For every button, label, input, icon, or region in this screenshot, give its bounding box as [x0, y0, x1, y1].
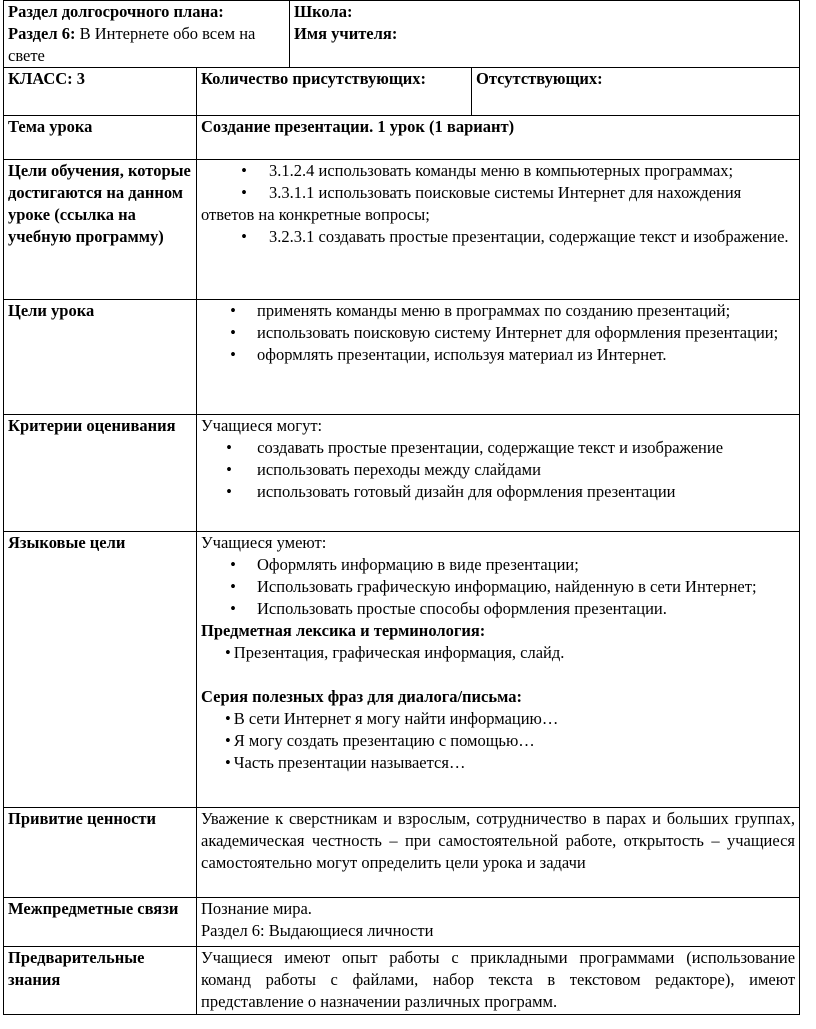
topic-label: Тема урока — [4, 116, 197, 160]
section-label: Раздел 6: — [8, 24, 76, 43]
absent-label: Отсутствующих: — [472, 68, 800, 116]
list-item: • использовать переходы между слайдами — [201, 459, 795, 481]
spacer — [201, 664, 795, 686]
objectives-label: Цели обучения, которые достигаются на данном уроке (ссылка на учебную программу) — [4, 160, 197, 300]
list-item: • Использовать простые способы оформления презентации. — [201, 598, 795, 620]
header-row — [4, 1, 800, 68]
phrases-title: Серия полезных фраз для диалога/письма: — [201, 687, 522, 706]
vocab-list — [201, 642, 795, 664]
bullet-icon — [219, 160, 269, 182]
objectives-list — [201, 160, 795, 248]
language-intro: Учащиеся умеют: — [201, 533, 327, 552]
plan-section-label: Раздел долгосрочного плана: — [8, 2, 224, 21]
list-item: •3.2.3.1 создавать простые презентации, содержащие текст и изображение. — [201, 226, 795, 248]
list-item: • Оформлять информацию в виде презентации; — [201, 554, 795, 576]
list-item: • использовать поисковую систему Интернет для оформления презентации; — [201, 322, 795, 344]
section-name: В Интернете обо всем на свете — [8, 24, 256, 65]
cross-line-2: Раздел 6: Выдающиеся личности — [201, 921, 434, 940]
criteria-label: Критерии оценивания — [4, 415, 197, 532]
bullet-icon — [225, 709, 231, 728]
list-item: • Презентация, графическая информация, слайд. — [201, 642, 795, 664]
cross-cell — [197, 898, 800, 947]
lesson-plan-table — [3, 0, 800, 1015]
school-cell — [290, 1, 800, 68]
objectives-row — [4, 160, 800, 300]
list-item: • В сети Интернет я могу найти информацию… — [201, 708, 795, 730]
topic-row — [4, 116, 800, 160]
bullet-icon — [219, 182, 269, 204]
bullet-icon — [225, 643, 231, 662]
present-label: Количество присутствующих: — [197, 68, 472, 116]
objectives-cell — [197, 160, 800, 300]
prior-text: Учащиеся имеют опыт работы с прикладными программами (использование команд работы с файлами, набор текста в текстовом редакторе), имеют представление о назначении различных программ. — [197, 947, 800, 1015]
class-label: КЛАСС: 3 — [4, 68, 197, 116]
language-label: Языковые цели — [4, 532, 197, 808]
lesson-goals-cell — [197, 300, 800, 415]
list-item: • применять команды меню в программах по созданию презентаций; — [201, 300, 795, 322]
list-item: •3.3.1.1 использовать поисковые системы Интернет для нахождения ответов на конкретные вопросы; — [201, 182, 795, 226]
prior-row — [4, 947, 800, 1015]
section-line — [8, 23, 285, 67]
list-item: • Я могу создать презентацию с помощью… — [201, 730, 795, 752]
bullet-icon — [205, 481, 253, 503]
lesson-goals-list — [201, 300, 795, 366]
values-text: Уважение к сверстникам и взрослым, сотрудничество в парах и больших группах, академическая честность – при самостоятельной работе, открытость – учащиеся самостоятельно могут определить цели урока и задачи — [197, 808, 800, 898]
list-item: • Часть презентации называется… — [201, 752, 795, 774]
vocab-title: Предметная лексика и терминология: — [201, 621, 486, 640]
bullet-icon — [205, 459, 253, 481]
bullet-icon — [223, 576, 243, 598]
bullet-icon — [223, 322, 243, 344]
criteria-list — [201, 437, 795, 503]
list-item: •3.1.2.4 использовать команды меню в компьютерных программах; — [201, 160, 795, 182]
plan-section-cell — [4, 1, 290, 68]
list-item: • создавать простые презентации, содержащие текст и изображение — [201, 437, 795, 459]
bullet-icon — [223, 300, 243, 322]
lesson-plan-document — [3, 0, 799, 1015]
list-item: • использовать готовый дизайн для оформления презентации — [201, 481, 795, 503]
bullet-icon — [205, 437, 253, 459]
phrases-list — [201, 708, 795, 774]
cross-row — [4, 898, 800, 947]
lesson-goals-row — [4, 300, 800, 415]
values-label: Привитие ценности — [4, 808, 197, 898]
list-item: • Использовать графическую информацию, найденную в сети Интернет; — [201, 576, 795, 598]
bullet-icon — [225, 753, 231, 772]
cross-label: Межпредметные связи — [4, 898, 197, 947]
class-row — [4, 68, 800, 116]
language-row — [4, 532, 800, 808]
lesson-goals-label: Цели урока — [4, 300, 197, 415]
bullet-icon — [223, 554, 243, 576]
criteria-row — [4, 415, 800, 532]
criteria-cell — [197, 415, 800, 532]
bullet-icon — [225, 731, 231, 750]
list-item: • оформлять презентации, используя материал из Интернет. — [201, 344, 795, 366]
teacher-label: Имя учителя: — [294, 24, 398, 43]
prior-label: Предварительные знания — [4, 947, 197, 1015]
language-list — [201, 554, 795, 620]
bullet-icon — [223, 344, 243, 366]
school-label: Школа: — [294, 2, 353, 21]
bullet-icon — [223, 598, 243, 620]
criteria-intro: Учащиеся могут: — [201, 416, 323, 435]
bullet-icon — [219, 226, 269, 248]
cross-line-1: Познание мира. — [201, 899, 312, 918]
language-cell — [197, 532, 800, 808]
values-row — [4, 808, 800, 898]
topic-value: Создание презентации. 1 урок (1 вариант) — [197, 116, 800, 160]
